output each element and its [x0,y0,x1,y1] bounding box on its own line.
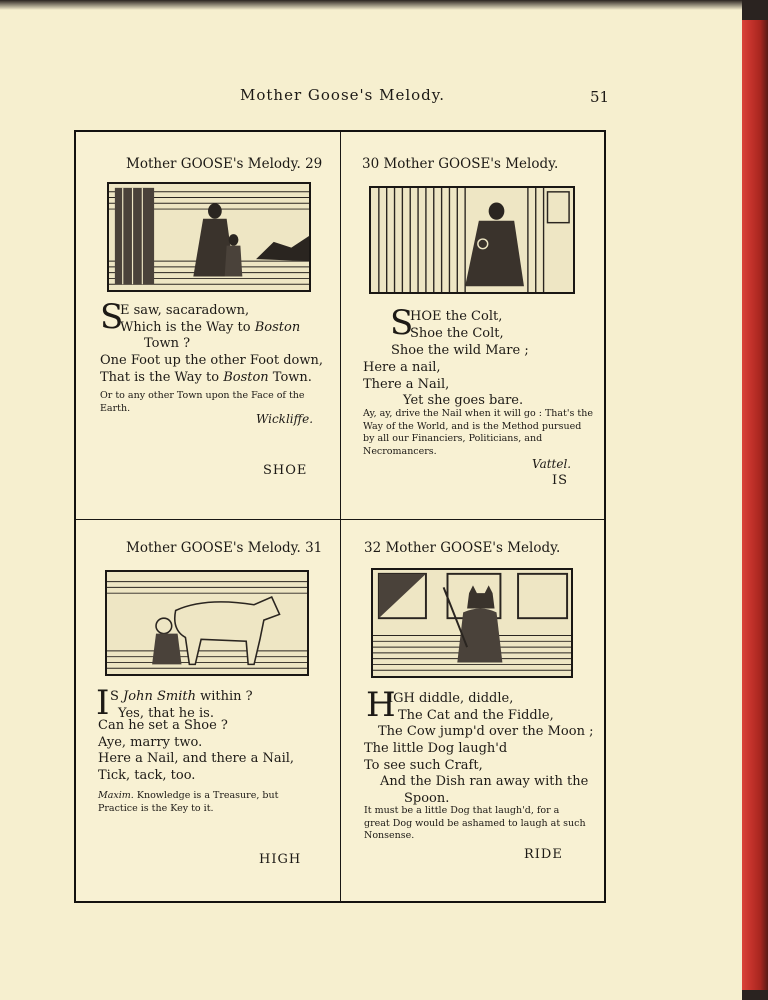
verse-line: Tick, tack, too. [98,767,196,783]
panel-4-note: It must be a little Dog that laugh'd, for a great Dog would be ashamed to laugh at such Nonsense. [364,805,586,841]
panel-2-header: 30 Mother GOOSE's Melody. [362,156,559,172]
page-edge [742,20,768,990]
verse-line: Which is the Way to Boston [120,319,301,335]
panel-1-catchword: SHOE [263,463,308,478]
panel-2-signature: Vattel. [532,457,572,471]
panel-1-drop-cap: S [100,297,124,337]
panel-2-drop-cap: S [390,303,414,343]
frame-horizontal-rule [76,519,604,520]
page-number: 51 [590,88,610,106]
woodcut-woman-seated [369,186,575,294]
verse-line: Shoe the Colt, [410,325,504,341]
verse-line: That is the Way to Boston Town. [100,369,312,385]
panel-1-note: Or to any other Town upon the Face of the Earth. [100,390,305,414]
running-head: Mother Goose's Melody. [240,86,446,104]
verse-line: E saw, sacaradown, [120,303,250,318]
verse-line: Yet she goes bare. [403,393,524,408]
verse-line: Yes, that he is. [118,705,214,721]
verse-line: One Foot up the other Foot down, [100,353,323,368]
panel-2-note: Ay, ay, drive the Nail when it will go : That's the Way of the World, and is the Method pursued by all our Financiers, Politicians, and Necromancers. [363,408,593,457]
panel-4-verse-a [388,691,554,724]
panel-1-signature: Wickliffe. [256,412,314,426]
verse-line: Can he set a Shoe ? [98,718,228,733]
woodcut-mother-and-child [107,182,311,292]
verse-line: And the Dish ran away with the [380,774,589,789]
panel-2-verse-c [363,360,523,410]
verse-line: Spoon. [404,790,450,806]
verse-line: IGH diddle, diddle, [388,691,514,706]
top-shadow [0,0,742,10]
panel-1-verse-a [120,303,300,353]
frame-vertical-rule [340,132,341,902]
panel-1-verse-b [100,353,323,386]
panel-3-verse-b [98,718,294,784]
woodcut-smith-and-horse [105,570,309,676]
panel-1-header: Mother GOOSE's Melody. 29 [126,156,323,172]
verse-line: HOE the Colt, [410,309,503,324]
panel-3-note [98,790,318,815]
maxim-text: Knowledge is a Treasure, but Practice is the Key to it. [98,790,279,814]
maxim-label: Maxim. [98,790,134,801]
panel-4-drop-cap: H [366,685,396,725]
verse-line: Shoe the wild Mare ; [391,343,529,358]
verse-line: Here a nail, [363,360,441,375]
panel-2-verse-a [410,309,504,342]
panel-4-verse-b [378,724,593,741]
verse-line: Here a Nail, and there a Nail, [98,751,295,766]
panel-2-catchword: IS [552,473,569,488]
panel-4-header: 32 Mother GOOSE's Melody. [364,540,561,556]
panel-3-header: Mother GOOSE's Melody. 31 [126,540,323,556]
panel-3-catchword: HIGH [259,852,302,867]
verse-line: The Cat and the Fiddle, [398,707,554,723]
verse-line: The Cow jump'd over the Moon ; [378,724,594,739]
woodcut-cat-and-fiddle [371,568,573,678]
verse-line: There a Nail, [363,376,450,392]
panel-2-verse-b [391,343,529,360]
verse-line: The little Dog laugh'd [364,741,508,756]
verse-line: Town ? [144,336,191,351]
verse-line: To see such Craft, [364,757,483,773]
verse-line: Aye, marry two. [98,734,203,750]
panel-3-drop-cap: I [96,683,110,723]
panel-4-verse-c [364,741,588,807]
verse-line: S John Smith within ? [110,689,253,704]
panel-4-catchword: RIDE [524,847,563,862]
